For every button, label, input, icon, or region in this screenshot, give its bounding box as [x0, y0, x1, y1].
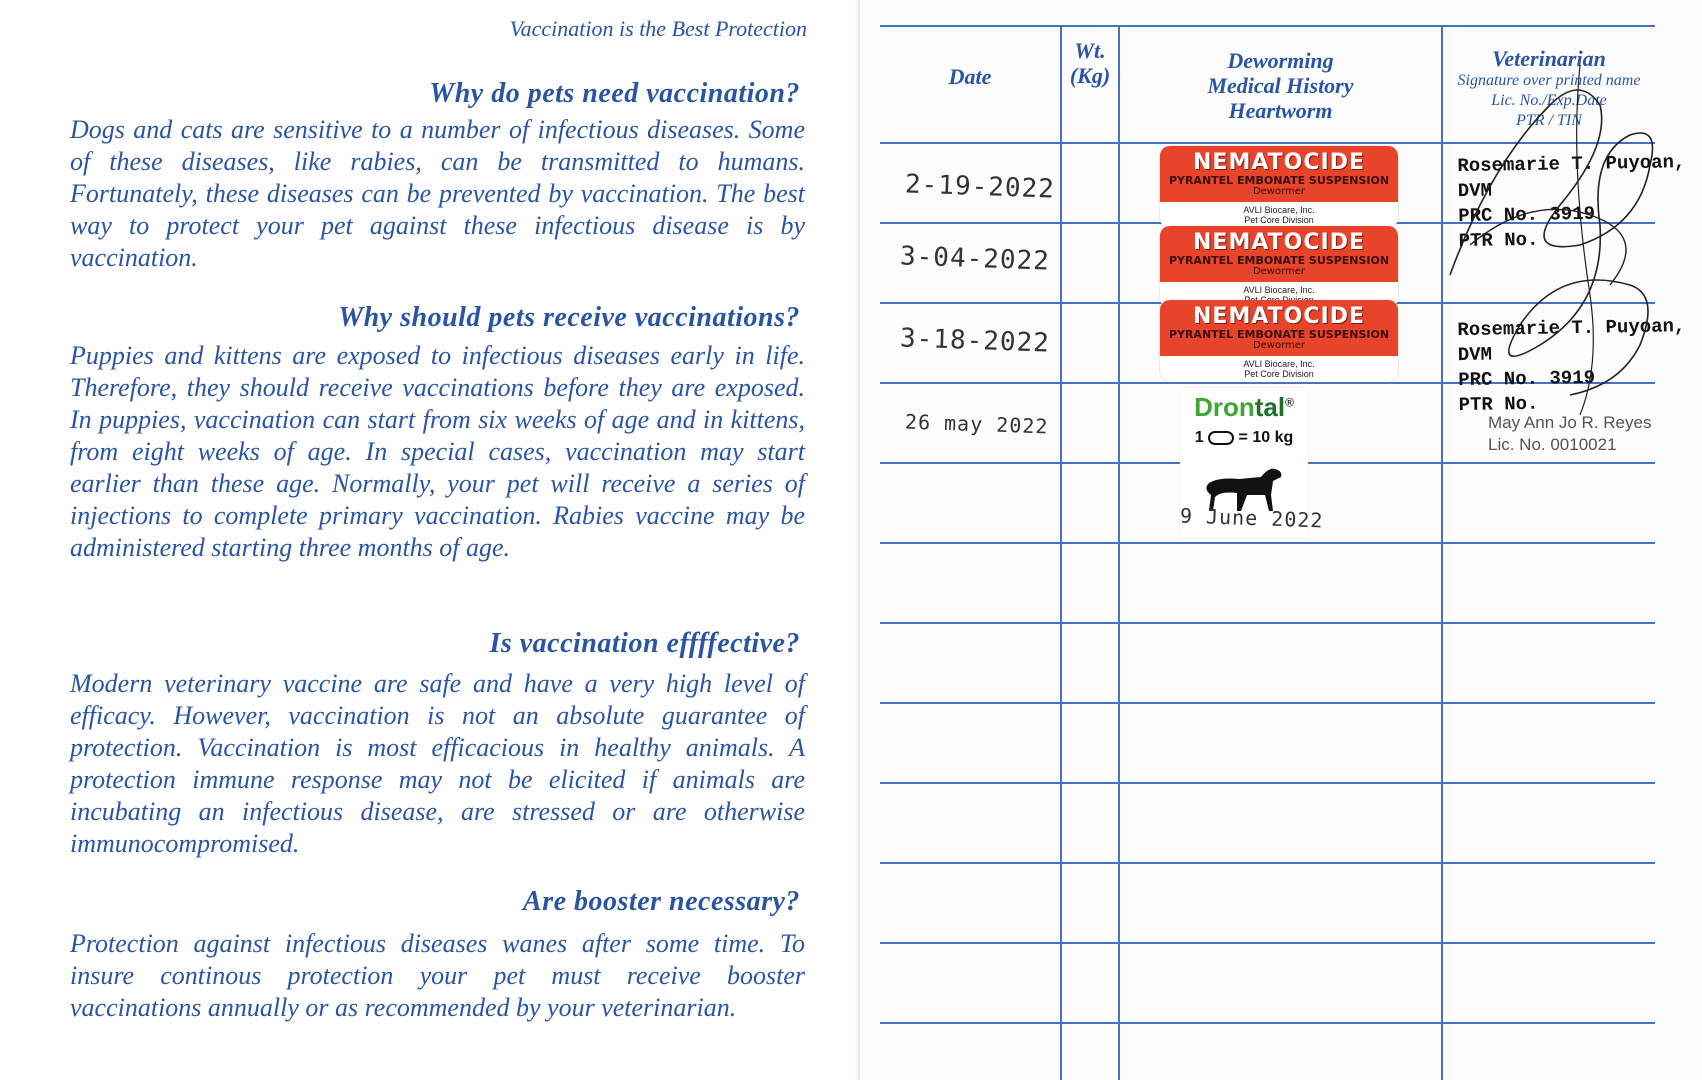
sticker-type: Dewormer: [1252, 186, 1306, 197]
header-deworming: [1120, 48, 1441, 123]
section-body-why-receive: Puppies and kittens are exposed to infectious diseases early in life. Therefore, they should receive vaccinations before they are exposed. In puppies, vaccination can start from six weeks of age and in kittens, from eight weeks of age. In special cases, vaccination may start earlier than these age. Normally, your pet will receive a series of injections to complete primary vaccination. Rabies vaccine may be administered starting three months of age.: [70, 341, 805, 562]
vet-stamp-ptr: PTR No.: [1458, 392, 1539, 417]
sticker-maker: [1160, 202, 1398, 225]
sticker-generic: PYRANTEL EMBONATE SUSPENSION: [1168, 328, 1390, 341]
tablet-icon: [1208, 431, 1234, 445]
running-title: Vaccination is the Best Protection: [509, 16, 807, 41]
section-heading-why-vaccinate: Why do pets need vaccination?: [429, 78, 800, 109]
sticker-brand: NEMATOCIDE: [1193, 304, 1365, 329]
header-vet-title: Veterinarian: [1492, 46, 1606, 71]
nematocide-sticker-2: [1160, 226, 1398, 308]
entry-date-3: 3-18-2022: [899, 323, 1051, 359]
sticker-maker-name: AVLI Biocare, Inc.: [1243, 205, 1315, 215]
drontal-dose: 1 = 10 kg: [1194, 429, 1294, 446]
header-vet-sub1: Signature over printed name: [1457, 72, 1641, 89]
header-vet-sub3: PTR / TIN: [1516, 112, 1582, 129]
entry-date-4: 26 may 2022: [904, 409, 1049, 439]
header-weight-label: Wt.: [1074, 38, 1106, 63]
sticker-maker-division: Pet Core Division: [1244, 369, 1314, 379]
nematocide-sticker-3: [1160, 300, 1398, 382]
sticker-maker-name: AVLI Biocare, Inc.: [1243, 285, 1315, 295]
drontal-brand: Drontal®: [1194, 392, 1294, 422]
entry-date-2: 3-04-2022: [899, 241, 1051, 277]
section-heading-effective: Is vaccination effffective?: [489, 628, 800, 659]
drontal-note: 9 June 2022: [1179, 503, 1324, 533]
sticker-generic: PYRANTEL EMBONATE SUSPENSION: [1168, 254, 1390, 267]
header-deworming-line3: Heartworm: [1228, 98, 1333, 123]
sticker-type: Dewormer: [1252, 340, 1306, 351]
signature-scribble: [1430, 45, 1670, 425]
header-deworming-line2: Medical History: [1207, 73, 1354, 98]
header-weight-unit: (Kg): [1069, 63, 1111, 88]
vet-stamp-3-name: May Ann Jo R. Reyes: [1488, 413, 1652, 432]
section-heading-why-receive: Why should pets receive vaccinations?: [338, 302, 800, 333]
vet-stamp-name: Rosemarie T. Puyoan, DVM: [1457, 151, 1686, 203]
header-weight: [1062, 38, 1118, 88]
nematocide-sticker-1: [1160, 146, 1398, 228]
vet-stamp-prc: PRC No. 3919: [1458, 202, 1596, 228]
sticker-brand: NEMATOCIDE: [1193, 230, 1365, 255]
vet-stamp-ptr: PTR No.: [1458, 228, 1539, 253]
vet-stamp-name: Rosemarie T. Puyoan, DVM: [1457, 315, 1686, 367]
section-body-why-vaccinate: Dogs and cats are sensitive to a number of infectious diseases. Some of these diseases, like rabies, can be transmitted to humans. Fortunately, these diseases can be prevented by vaccination. The best way to protect your pet against these infectious disease is by vaccination.: [70, 115, 805, 272]
header-date: Date: [948, 64, 992, 89]
header-deworming-line1: Deworming: [1227, 48, 1334, 73]
section-body-effective: Modern veterinary vaccine are safe and have a very high level of efficacy. However, vaccination is not an absolute guarantee of protection. Vaccination is most efficacious in healthy animals. A protection immune response may not be elicited if animals are incubating an infectious disease, are stressed or are otherwise immunocompromised.: [70, 669, 805, 858]
sticker-maker: [1160, 356, 1398, 379]
vet-stamp-3-lic: Lic. No. 0010021: [1488, 435, 1617, 454]
section-heading-booster: Are booster necessary?: [523, 886, 800, 917]
section-body-booster: Protection against infectious diseases wanes after some time. To insure continous protection your pet must receive booster vaccinations annually or as recommended by your veterinarian.: [70, 929, 805, 1022]
header-vet-sub2: Lic. No./Exp.Date: [1491, 92, 1607, 109]
entry-date-1: 2-19-2022: [904, 169, 1056, 205]
sticker-brand: NEMATOCIDE: [1193, 150, 1365, 175]
sticker-generic: PYRANTEL EMBONATE SUSPENSION: [1168, 174, 1390, 187]
vet-stamp-prc: PRC No. 3919: [1458, 366, 1596, 392]
sticker-type: Dewormer: [1252, 266, 1306, 277]
sticker-maker-name: AVLI Biocare, Inc.: [1243, 359, 1315, 369]
sticker-maker-division: Pet Core Division: [1244, 215, 1314, 225]
